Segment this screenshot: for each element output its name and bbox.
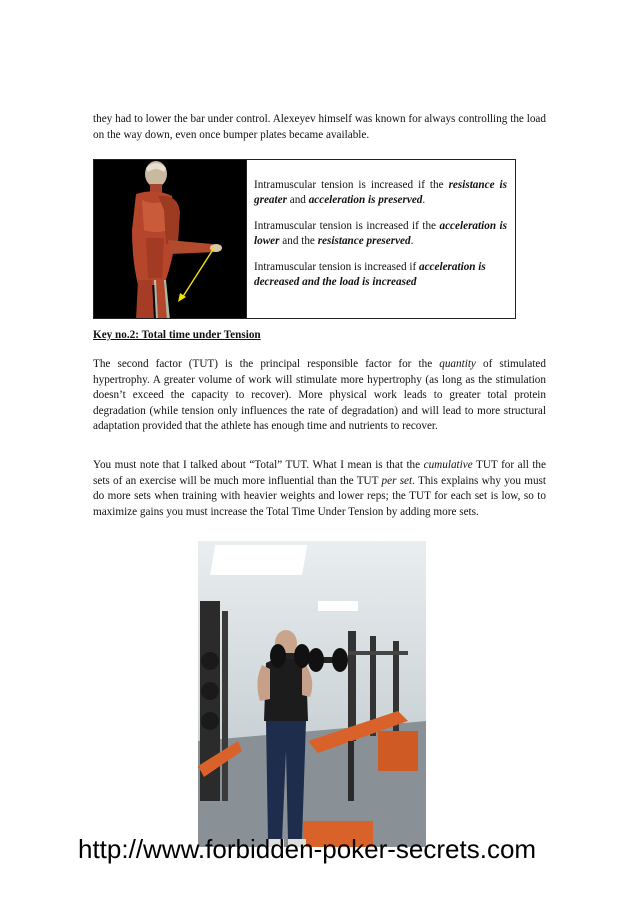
intro-paragraph: they had to lower the bar under control. Alexeyev himself was known for always controlling the load on the way down, even once bumper plates became available. [93, 113, 546, 141]
total-tut-paragraph: You must note that I talked about “Total” TUT. What I mean is that the cumulative TUT for all the sets of an exercise will be much more influential than the TUT per set. This explains why you must do more sets when training with heavier weights and lower reps; the TUT for each set is low, so to maximize gains you must increase the Total Time Under Tension by adding more sets. [93, 459, 547, 518]
gym-scene-illustration [198, 541, 426, 847]
tension-rule-2: Intramuscular tension is increased if the acceleration is lower and the resistance preserved. [254, 220, 507, 247]
muscle-anatomy-illustration [94, 160, 246, 318]
tension-rule-3: Intramuscular tension is increased if acceleration is decreased and the load is increased [254, 261, 486, 288]
tension-info-box [93, 159, 516, 319]
tut-paragraph: The second factor (TUT) is the principal responsible factor for the quantity of stimulated hypertrophy. A greater volume of work will stimulate more hypertrophy (as long as the stimulation doesn’t exceed the capacity to recover). More physical work leads to greater total protein degradation (while tension only influences the rate of degradation) and will lead to more structural adaptation provided that the athlete has enough time and nutrients to recover. [93, 358, 546, 432]
anatomy-figure-image [94, 160, 247, 318]
section-heading: Key no.2: Total time under Tension [93, 329, 261, 341]
gym-curl-photo [198, 541, 426, 847]
tension-rules-text [247, 160, 515, 318]
tension-rule-1: Intramuscular tension is increased if the resistance is greater and acceleration is preserved. [254, 179, 507, 206]
footer-url[interactable]: http://www.forbidden-poker-secrets.com [78, 834, 537, 864]
